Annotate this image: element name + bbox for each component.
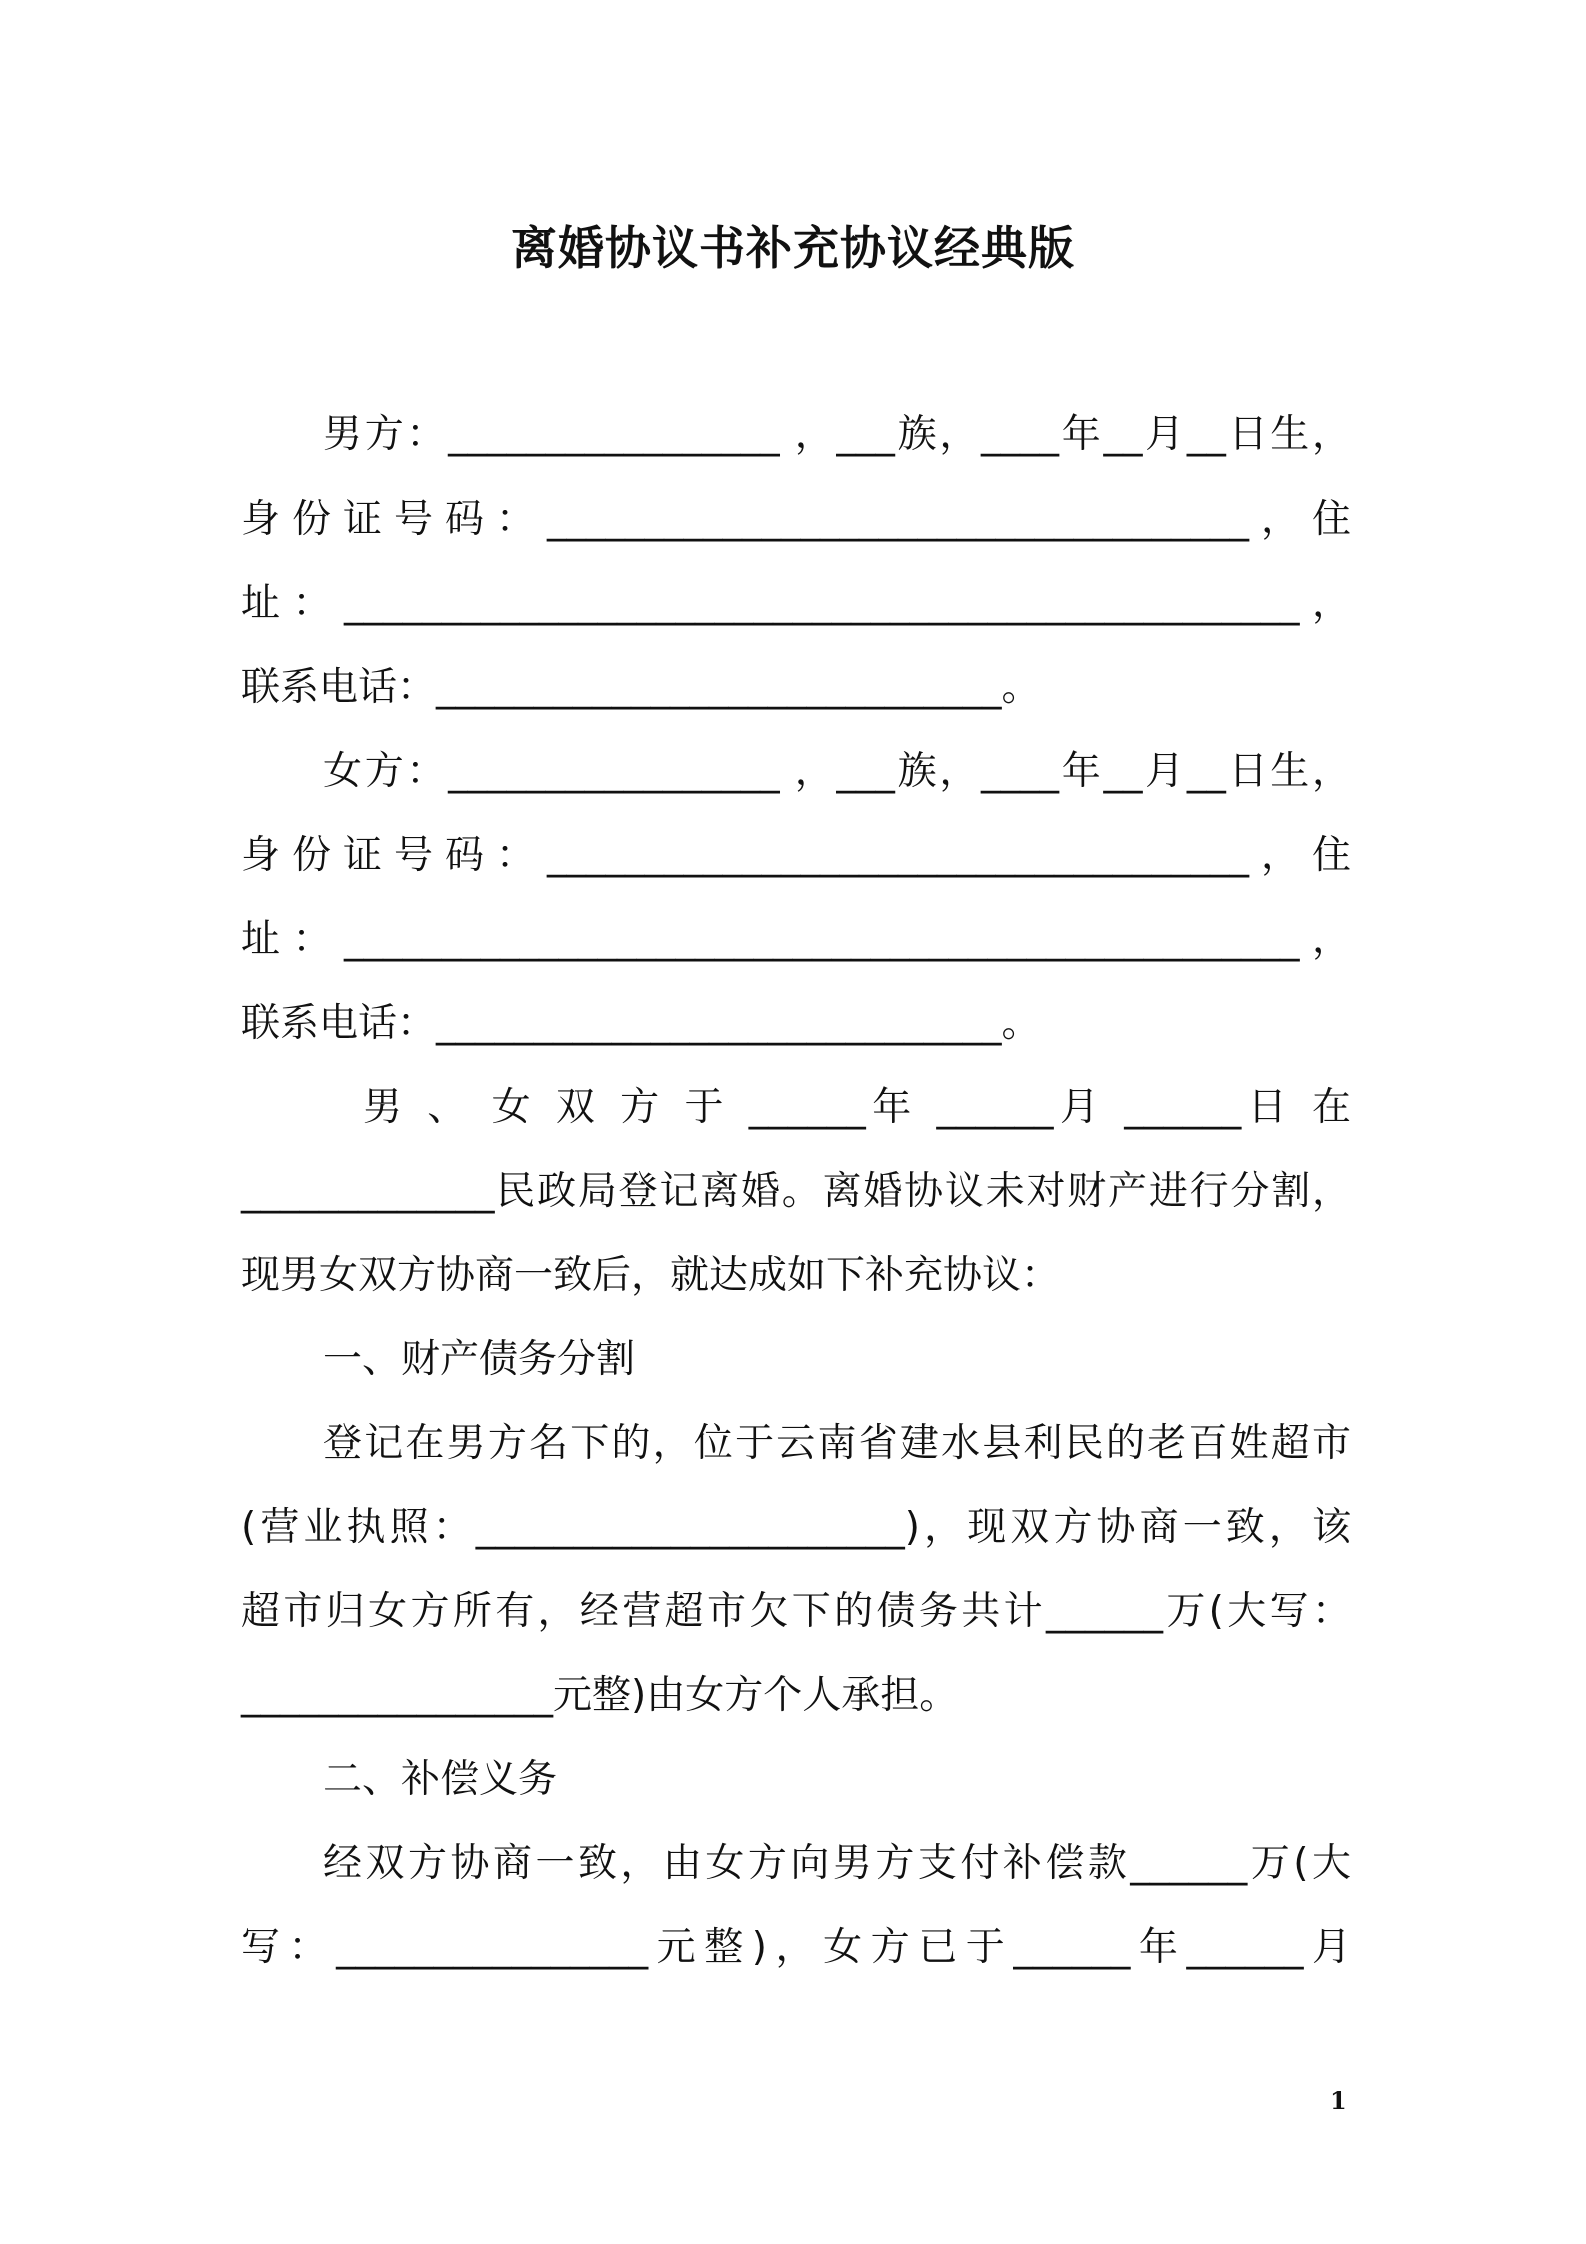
female-address-line: 址：_________________________________________________， — [241, 917, 1351, 962]
male-id-line: 身份证号码：____________________________________，住 — [241, 497, 1351, 542]
property-line-3: 超市归女方所有，经营超市欠下的债务共计______万(大写： — [241, 1589, 1351, 1634]
male-address-line: 址：_________________________________________________， — [241, 581, 1351, 626]
female-name-line: 女方：_________________ ，___族，____年__月__日生， — [323, 749, 1351, 794]
divorce-date-line: 男 、 女 双 方 于 ______年 ______月 ______日 在 — [363, 1085, 1351, 1130]
female-phone-line: 联系电话：_____________________________。 — [241, 1001, 1041, 1046]
section-heading-compensation: 二、补偿义务 — [323, 1757, 558, 1802]
property-line-4: ________________元整)由女方个人承担。 — [241, 1673, 959, 1718]
male-name-line: 男方：_________________ ，___族，____年__月__日生， — [323, 412, 1351, 457]
compensation-line-2: 写：________________元整)，女方已于______年______月 — [241, 1925, 1351, 1970]
page-number: 1 — [1330, 2086, 1347, 2115]
property-line-2: (营业执照：______________________)，现双方协商一致，该 — [241, 1505, 1351, 1550]
property-line-1: 登记在男方名下的，位于云南省建水县利民的老百姓超市 — [323, 1421, 1351, 1466]
agreement-intro-line: 现男女双方协商一致后，就达成如下补充协议： — [241, 1253, 1061, 1298]
section-heading-property: 一、财产债务分割 — [323, 1337, 636, 1382]
document-title: 离婚协议书补充协议经典版 — [511, 221, 1075, 275]
registration-line: _____________民政局登记离婚。离婚协议未对财产进行分割， — [241, 1169, 1351, 1214]
male-phone-line: 联系电话：_____________________________。 — [241, 665, 1041, 710]
compensation-line-1: 经双方协商一致，由女方向男方支付补偿款______万(大 — [323, 1841, 1351, 1886]
female-id-line: 身份证号码：____________________________________，住 — [241, 833, 1351, 878]
